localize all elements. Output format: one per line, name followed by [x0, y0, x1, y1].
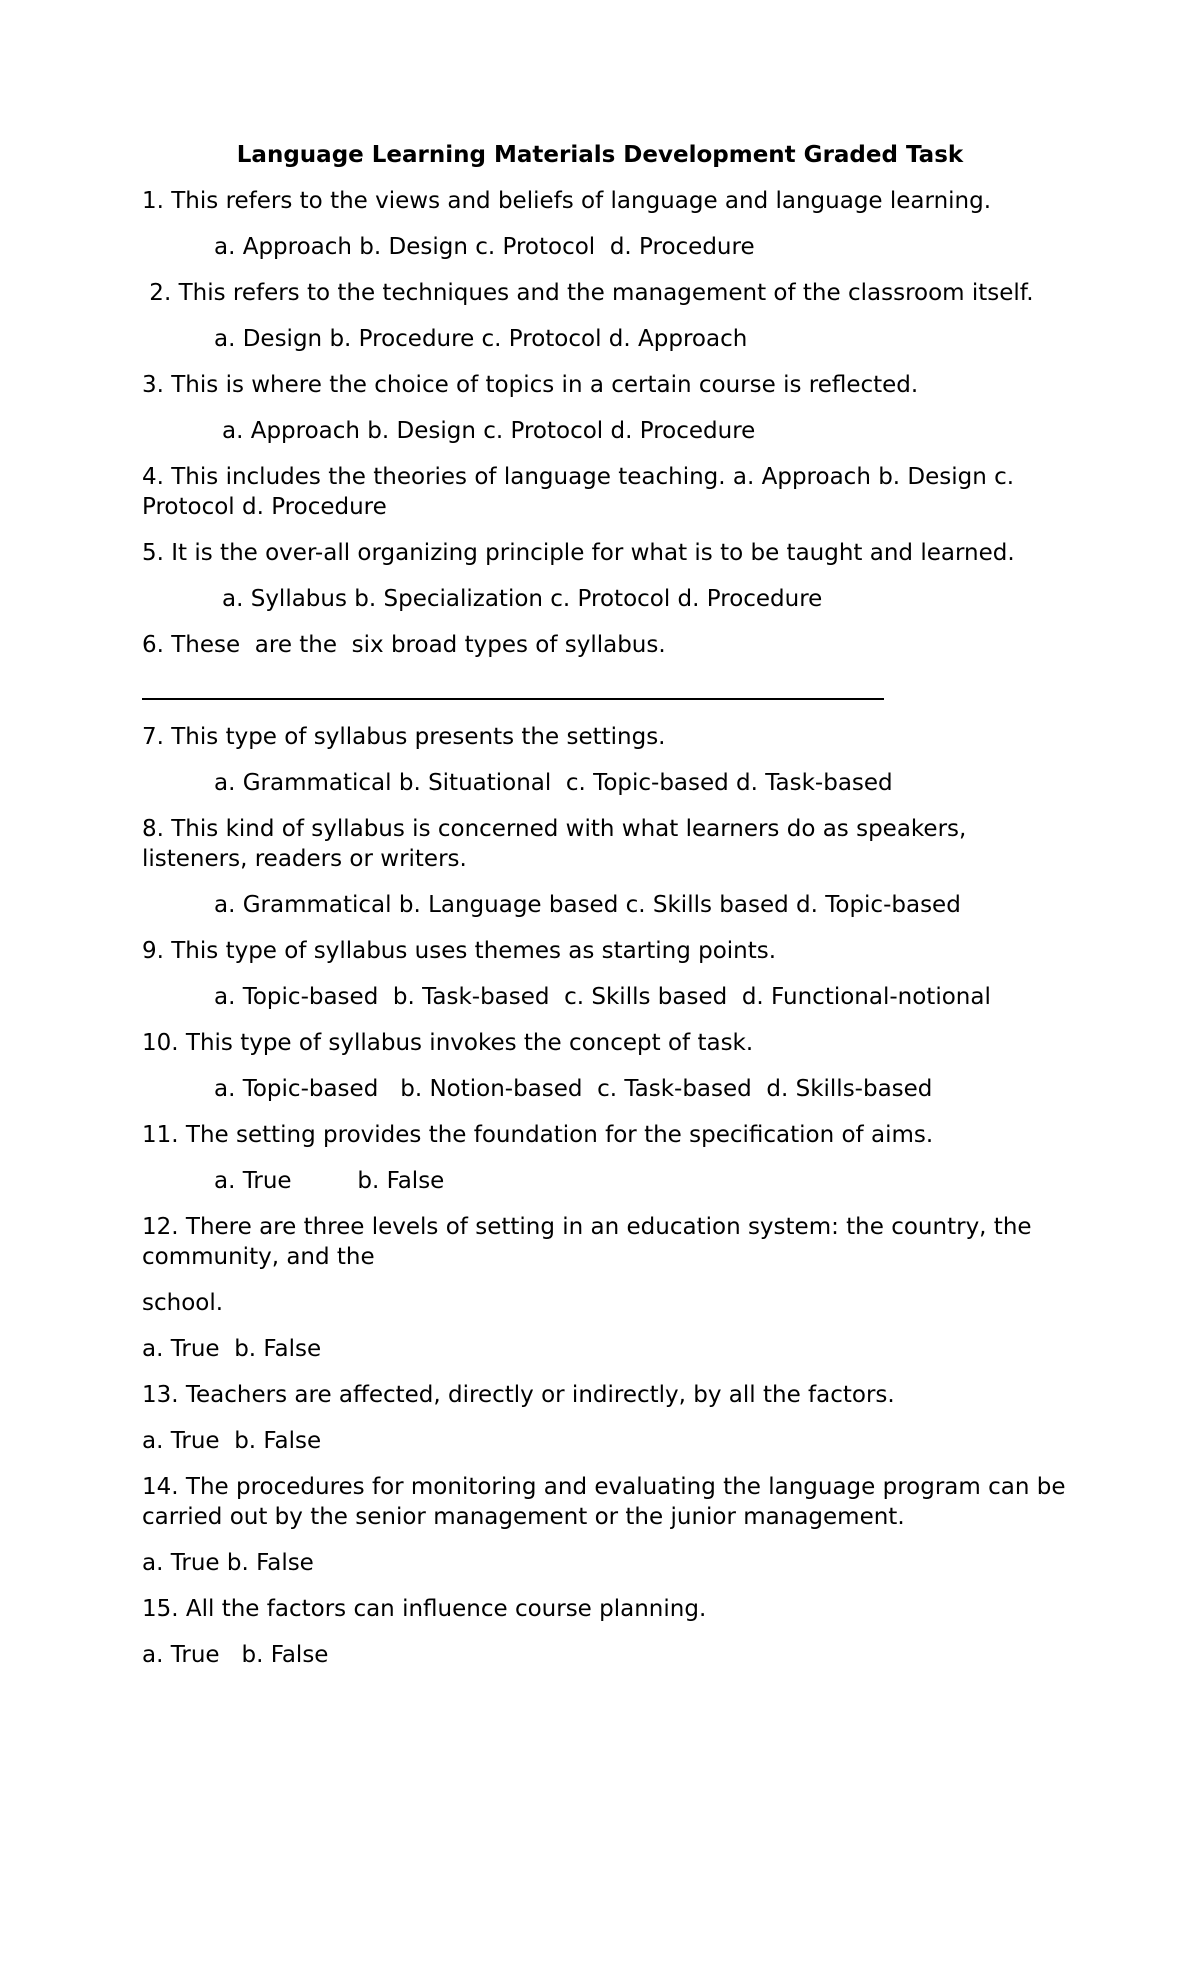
question-5-choices: a. Syllabus b. Specialization c. Protocol d. Procedure: [222, 586, 823, 612]
question-13: 13. Teachers are affected, directly or indirectly, by all the factors.: [142, 1382, 895, 1408]
question-1: 1. This refers to the views and beliefs of language and language learning.: [142, 188, 992, 214]
question-11-choices: a. True b. False: [214, 1168, 445, 1194]
document-title: Language Learning Materials Development Graded Task: [236, 142, 964, 168]
question-7-choices: a. Grammatical b. Situational c. Topic-based d. Task-based: [214, 770, 893, 796]
question-9: 9. This type of syllabus uses themes as starting points.: [142, 938, 777, 964]
question-7: 7. This type of syllabus presents the settings.: [142, 724, 666, 750]
question-12-continuation: school.: [142, 1290, 224, 1316]
question-6: 6. These are the six broad types of syllabus.: [142, 632, 666, 658]
question-2-choices: a. Design b. Procedure c. Protocol d. Approach: [214, 326, 748, 352]
question-3-choices: a. Approach b. Design c. Protocol d. Procedure: [222, 418, 756, 444]
answer-blank-line: [142, 698, 884, 700]
question-14: 14. The procedures for monitoring and evaluating the language program can be carried out by the senior management or the junior management.: [142, 1474, 1066, 1530]
question-12-choices: a. True b. False: [142, 1336, 322, 1362]
question-13-choices: a. True b. False: [142, 1428, 322, 1454]
question-10-choices: a. Topic-based b. Notion-based c. Task-based d. Skills-based: [214, 1076, 933, 1102]
question-10: 10. This type of syllabus invokes the concept of task.: [142, 1030, 754, 1056]
question-9-choices: a. Topic-based b. Task-based c. Skills based d. Functional-notional: [214, 984, 991, 1010]
question-3: 3. This is where the choice of topics in a certain course is reflected.: [142, 372, 919, 398]
question-1-choices: a. Approach b. Design c. Protocol d. Procedure: [214, 234, 755, 260]
question-8: 8. This kind of syllabus is concerned with what learners do as speakers, listeners, readers or writers.: [142, 816, 967, 872]
question-11: 11. The setting provides the foundation for the specification of aims.: [142, 1122, 934, 1148]
question-4: 4. This includes the theories of language teaching. a. Approach b. Design c. Protocol d. Procedure: [142, 464, 1015, 520]
question-15-choices: a. True b. False: [142, 1642, 329, 1668]
question-15: 15. All the factors can influence course planning.: [142, 1596, 707, 1622]
question-14-choices: a. True b. False: [142, 1550, 314, 1576]
question-12: 12. There are three levels of setting in an education system: the country, the community, and the: [142, 1214, 1032, 1270]
question-8-choices: a. Grammatical b. Language based c. Skills based d. Topic-based: [214, 892, 961, 918]
question-2: 2. This refers to the techniques and the management of the classroom itself.: [142, 280, 1034, 306]
question-5: 5. It is the over-all organizing principle for what is to be taught and learned.: [142, 540, 1015, 566]
